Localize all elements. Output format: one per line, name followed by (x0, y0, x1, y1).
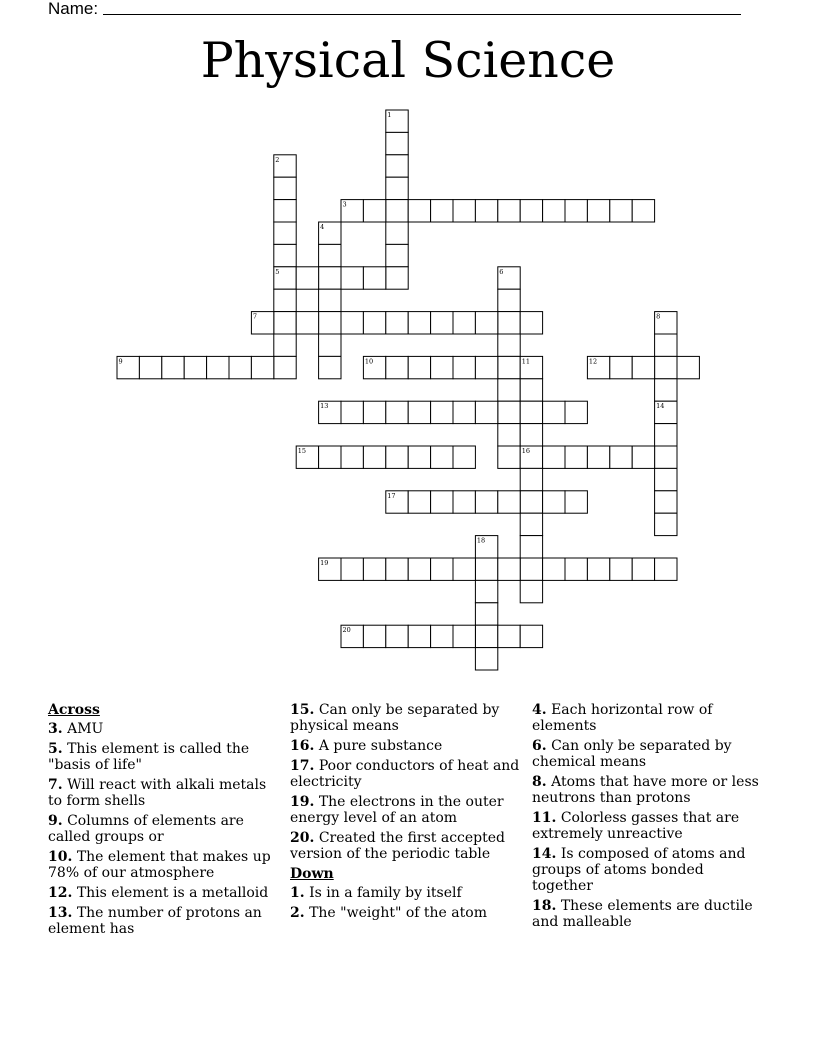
clue-number: 7. (48, 777, 63, 793)
grid-cell[interactable] (655, 558, 677, 580)
grid-cell[interactable] (431, 200, 453, 222)
grid-cell[interactable] (408, 625, 430, 647)
grid-cell[interactable] (655, 513, 677, 535)
grid-cell[interactable] (363, 401, 385, 423)
grid-cell[interactable] (498, 289, 520, 311)
grid-cell[interactable] (408, 401, 430, 423)
clue-number-label: 2 (275, 155, 280, 164)
grid-cell[interactable] (453, 558, 475, 580)
clue-item (48, 777, 283, 809)
clues-column-2 (290, 702, 525, 925)
clue-number: 9. (48, 813, 63, 829)
clue-number: 14. (532, 846, 557, 862)
grid-cell[interactable] (520, 312, 542, 334)
grid-cell[interactable] (431, 356, 453, 378)
clue-number: 1. (290, 885, 305, 901)
down-heading: Down (290, 866, 334, 882)
clue-text: A pure substance (318, 738, 443, 754)
clue-number-label: 3 (342, 200, 347, 209)
grid-cell[interactable] (498, 200, 520, 222)
grid-cell[interactable] (498, 379, 520, 401)
grid-cell[interactable] (274, 289, 296, 311)
grid-cell[interactable] (386, 132, 408, 154)
clue-number-label: 11 (521, 357, 530, 366)
grid-cell[interactable] (543, 446, 565, 468)
grid-cell[interactable] (520, 536, 542, 558)
grid-cell[interactable] (207, 356, 229, 378)
grid-cell[interactable] (341, 401, 363, 423)
clue-number: 15. (290, 702, 315, 718)
clue-number: 10. (48, 849, 73, 865)
clues-column-1 (48, 702, 283, 941)
grid-cell[interactable] (341, 446, 363, 468)
grid-cell[interactable] (251, 356, 273, 378)
grid-cell[interactable] (498, 401, 520, 423)
clue-number: 12. (48, 885, 73, 901)
grid-cell[interactable] (408, 558, 430, 580)
grid-cell[interactable] (632, 446, 654, 468)
grid-cell[interactable] (520, 513, 542, 535)
grid-cell[interactable] (498, 424, 520, 446)
clue-number-label: 1 (387, 111, 392, 119)
grid-cell[interactable] (610, 356, 632, 378)
clue-item (48, 741, 283, 773)
grid-cell[interactable] (341, 267, 363, 289)
clue-number: 17. (290, 758, 315, 774)
grid-cell[interactable] (565, 200, 587, 222)
grid-cell[interactable] (408, 312, 430, 334)
grid-cell[interactable] (677, 356, 699, 378)
grid-cell[interactable] (520, 580, 542, 602)
clue-number-label: 7 (252, 312, 258, 321)
grid-cell[interactable] (319, 244, 341, 266)
grid-cell[interactable] (431, 312, 453, 334)
grid-cell[interactable] (453, 356, 475, 378)
clue-number: 6. (532, 738, 547, 754)
clue-item (48, 905, 283, 937)
clue-number-label: 19 (320, 559, 329, 567)
clue-number-label: 20 (342, 626, 351, 635)
grid-cell[interactable] (386, 222, 408, 244)
grid-cell[interactable] (453, 200, 475, 222)
grid-cell[interactable] (431, 625, 453, 647)
grid-cell[interactable] (475, 312, 497, 334)
grid-cell[interactable] (498, 356, 520, 378)
grid-cell[interactable] (453, 625, 475, 647)
grid-cell[interactable] (274, 177, 296, 199)
clue-number: 13. (48, 905, 73, 921)
grid-cell[interactable] (386, 558, 408, 580)
grid-cell[interactable] (565, 491, 587, 513)
grid-cell[interactable] (543, 491, 565, 513)
grid-cell[interactable] (363, 200, 385, 222)
clue-item (48, 849, 283, 881)
grid-cell[interactable] (453, 401, 475, 423)
clue-text: Colorless gasses that are extremely unreactive (532, 810, 740, 842)
clue-item (532, 810, 767, 842)
grid-cell[interactable] (139, 356, 161, 378)
grid-cell[interactable] (565, 401, 587, 423)
clue-number-label: 9 (118, 357, 123, 366)
grid-cell[interactable] (408, 491, 430, 513)
grid-cell[interactable] (520, 625, 542, 647)
grid-cell[interactable] (655, 468, 677, 490)
clue-text: Columns of elements are called groups or (48, 813, 244, 845)
clue-text: These elements are ductile and malleable (532, 898, 753, 930)
clue-item (48, 721, 283, 737)
grid-cell[interactable] (498, 446, 520, 468)
clue-item (48, 885, 283, 901)
grid-cell[interactable] (386, 446, 408, 468)
clue-item (290, 702, 525, 734)
grid-cell[interactable] (543, 401, 565, 423)
grid-cell[interactable] (386, 177, 408, 199)
grid-cell[interactable] (431, 401, 453, 423)
clue-text: Atoms that have more or less neutrons than protons (532, 774, 759, 806)
grid-cell[interactable] (274, 312, 296, 334)
grid-cell[interactable] (520, 468, 542, 490)
grid-cell[interactable] (520, 401, 542, 423)
clue-number: 4. (532, 702, 547, 718)
clue-text: Is composed of atoms and groups of atoms bonded together (532, 846, 746, 894)
clue-item (290, 830, 525, 862)
grid-cell[interactable] (475, 558, 497, 580)
clue-text: The number of protons an element has (48, 905, 262, 937)
down-clue-list (290, 885, 525, 921)
grid-cell[interactable] (587, 446, 609, 468)
clue-item (290, 738, 525, 754)
grid-cell[interactable] (475, 580, 497, 602)
grid-cell[interactable] (543, 558, 565, 580)
grid-cell[interactable] (184, 356, 206, 378)
grid-cell[interactable] (587, 200, 609, 222)
grid-cell[interactable] (655, 424, 677, 446)
grid-cell[interactable] (498, 312, 520, 334)
clue-text: The electrons in the outer energy level of an atom (290, 794, 504, 826)
grid-cell[interactable] (498, 558, 520, 580)
grid-cell[interactable] (386, 401, 408, 423)
grid-cell[interactable] (655, 491, 677, 513)
grid-cell[interactable] (274, 334, 296, 356)
grid-cell[interactable] (408, 356, 430, 378)
grid-cell[interactable] (655, 446, 677, 468)
clue-text: This element is a metalloid (76, 885, 269, 901)
grid-cell[interactable] (475, 603, 497, 625)
grid-cell[interactable] (453, 312, 475, 334)
grid-cell[interactable] (408, 200, 430, 222)
grid-cell[interactable] (475, 491, 497, 513)
grid-cell[interactable] (520, 424, 542, 446)
grid-cell[interactable] (274, 356, 296, 378)
grid-cell[interactable] (431, 491, 453, 513)
clue-number: 3. (48, 721, 63, 737)
clue-text: Each horizontal row of elements (532, 702, 713, 734)
grid-cell[interactable] (610, 446, 632, 468)
grid-cell[interactable] (453, 446, 475, 468)
clue-number-label: 18 (476, 536, 486, 545)
grid-cell[interactable] (408, 446, 430, 468)
grid-cell[interactable] (498, 625, 520, 647)
grid-cell[interactable] (363, 267, 385, 289)
clue-number-label: 6 (499, 267, 504, 276)
grid-cell[interactable] (520, 379, 542, 401)
grid-cell[interactable] (363, 558, 385, 580)
clue-number-label: 12 (588, 357, 598, 366)
grid-cell[interactable] (363, 312, 385, 334)
clue-text: This element is called the "basis of life" (48, 741, 250, 773)
grid-cell[interactable] (610, 200, 632, 222)
grid-cell[interactable] (229, 356, 251, 378)
grid-cell[interactable] (319, 312, 341, 334)
clue-item (532, 702, 767, 734)
grid-cell[interactable] (386, 244, 408, 266)
grid-cell[interactable] (274, 244, 296, 266)
grid-cell[interactable] (319, 356, 341, 378)
grid-cell[interactable] (610, 558, 632, 580)
clue-text: Created the first accepted version of the periodic table (290, 830, 505, 862)
grid-cell[interactable] (498, 491, 520, 513)
grid-cell[interactable] (565, 558, 587, 580)
clue-number-label: 4 (320, 223, 325, 231)
grid-cell[interactable] (587, 558, 609, 580)
grid-cell[interactable] (274, 200, 296, 222)
grid-cell[interactable] (475, 200, 497, 222)
grid-cell[interactable] (520, 491, 542, 513)
clue-text: The element that makes up 78% of our atmosphere (48, 849, 271, 881)
clue-text: Can only be separated by physical means (290, 702, 500, 734)
clue-item (48, 813, 283, 845)
grid-cell[interactable] (363, 625, 385, 647)
clue-number-label: 8 (656, 312, 661, 321)
across-clue-list-continued (290, 702, 525, 862)
clue-text: AMU (67, 721, 104, 737)
clue-number: 18. (532, 898, 557, 914)
clue-item (532, 738, 767, 770)
clue-number: 5. (48, 741, 63, 757)
grid-cell[interactable] (296, 267, 318, 289)
grid-cell[interactable] (655, 379, 677, 401)
grid-cell[interactable] (632, 558, 654, 580)
grid-cell[interactable] (386, 356, 408, 378)
grid-cell[interactable] (655, 334, 677, 356)
grid-cell[interactable] (655, 356, 677, 378)
clues-column-3 (532, 702, 767, 934)
grid-cell[interactable] (520, 558, 542, 580)
grid-cell[interactable] (386, 200, 408, 222)
clue-number-label: 14 (656, 402, 665, 411)
grid-cell[interactable] (431, 446, 453, 468)
clue-number-label: 5 (275, 267, 280, 276)
name-label: Name: (48, 0, 99, 18)
grid-cell[interactable] (319, 289, 341, 311)
grid-cell[interactable] (386, 312, 408, 334)
clue-number: 11. (532, 810, 557, 826)
grid-cell[interactable] (296, 312, 318, 334)
grid-cell[interactable] (386, 625, 408, 647)
grid-cell[interactable] (475, 401, 497, 423)
clue-number: 8. (532, 774, 547, 790)
grid-cell[interactable] (431, 558, 453, 580)
clue-number-label: 17 (387, 491, 396, 500)
clue-item (532, 774, 767, 806)
grid-cell[interactable] (565, 446, 587, 468)
clue-number: 20. (290, 830, 315, 846)
clue-text: The "weight" of the atom (309, 905, 487, 921)
grid-cell[interactable] (319, 267, 341, 289)
grid-cell[interactable] (341, 312, 363, 334)
across-heading: Across (48, 702, 100, 718)
page-title: Physical Science (200, 32, 616, 89)
grid-cell[interactable] (475, 648, 497, 670)
grid-cell[interactable] (363, 446, 385, 468)
grid-cell[interactable] (162, 356, 184, 378)
clue-item (290, 758, 525, 790)
grid-cell[interactable] (274, 222, 296, 244)
grid-cell[interactable] (520, 200, 542, 222)
clue-item (532, 898, 767, 930)
grid-cell[interactable] (453, 491, 475, 513)
clue-item (290, 794, 525, 826)
grid-cell[interactable] (341, 558, 363, 580)
grid-cell[interactable] (386, 155, 408, 177)
grid-cell[interactable] (632, 356, 654, 378)
clue-text: Can only be separated by chemical means (532, 738, 732, 770)
grid-cell[interactable] (475, 625, 497, 647)
grid-cell[interactable] (386, 267, 408, 289)
grid-cell[interactable] (498, 334, 520, 356)
clue-text: Is in a family by itself (309, 885, 462, 901)
clue-number: 2. (290, 905, 305, 921)
clue-number-label: 10 (364, 357, 374, 366)
grid-cell[interactable] (475, 356, 497, 378)
clue-item (290, 905, 525, 921)
across-clue-list (48, 721, 283, 937)
clue-number-label: 15 (297, 447, 306, 455)
grid-cell[interactable] (543, 200, 565, 222)
clue-number: 16. (290, 738, 315, 754)
down-clue-list-continued (532, 702, 767, 930)
clue-number: 19. (290, 794, 315, 810)
clue-number-label: 16 (521, 447, 530, 455)
clue-text: Poor conductors of heat and electricity (290, 758, 520, 790)
clue-number-label: 13 (320, 402, 329, 411)
clue-item (290, 885, 525, 901)
grid-cell[interactable] (319, 446, 341, 468)
clue-text: Will react with alkali metals to form shells (48, 777, 267, 809)
clue-item (532, 846, 767, 894)
grid-cell[interactable] (319, 334, 341, 356)
grid-cell[interactable] (632, 200, 654, 222)
